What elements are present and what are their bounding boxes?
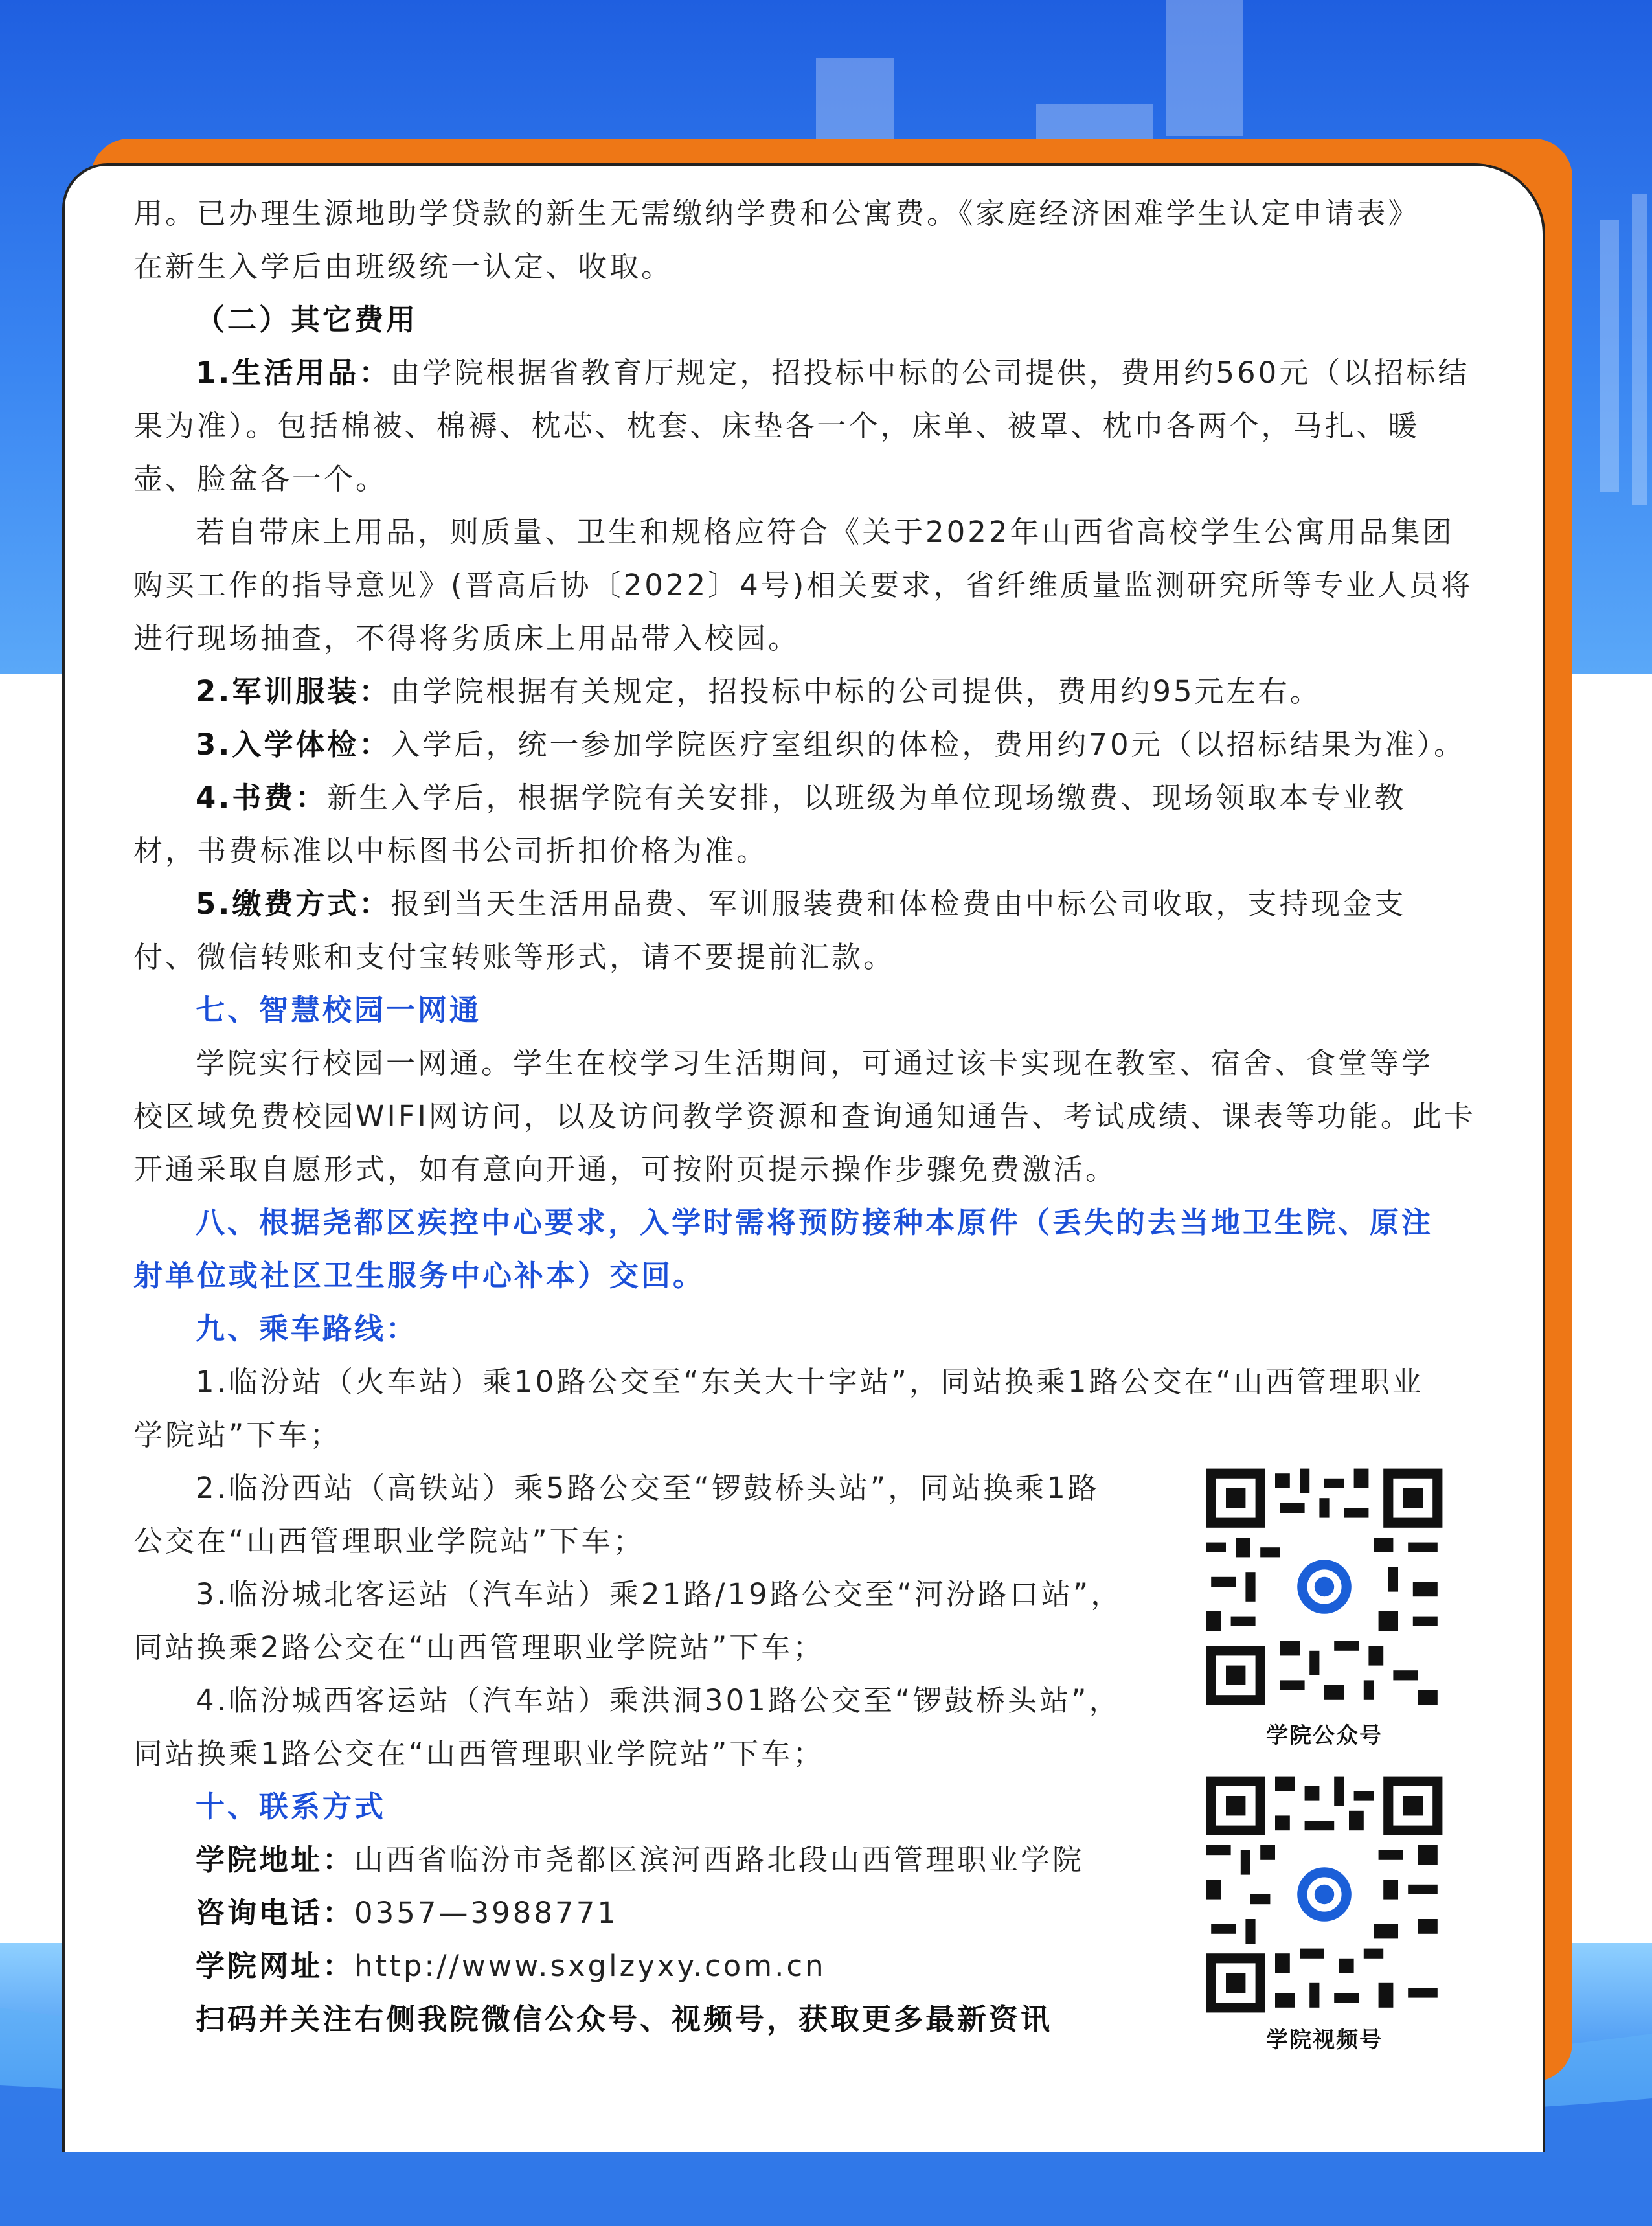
- text-line: [196, 354, 1469, 392]
- text-line: 公交在“山西管理职业学院站”下车；: [133, 1524, 645, 1558]
- item-text: 新生入学后，根据学院有关安排，以班级为单位现场缴费、现场领取本专业教: [327, 780, 1407, 815]
- text-line: [196, 1841, 1084, 1880]
- text-line: 付、微信转账和支付宝转账等形式，请不要提前汇款。: [133, 940, 896, 974]
- text-line: [196, 1894, 618, 1933]
- section-heading: 十、联系方式: [196, 1789, 387, 1824]
- text-line: 壶、脸盆各一个。: [133, 462, 388, 496]
- text-line: 购买工作的指导意见》(晋高后协〔2022〕4号)相关要求，省纤维质量监测研究所等专业人员将: [133, 568, 1473, 602]
- item-heading: 学院地址：: [196, 1843, 355, 1877]
- item-text: 山西省临汾市尧都区滨河西路北段山西管理职业学院: [354, 1843, 1085, 1877]
- text-line: 若自带床上用品，则质量、卫生和规格应符合《关于2022年山西省高校学生公寓用品集团: [196, 515, 1454, 549]
- item-heading: 3.入学体检：: [196, 727, 391, 762]
- item-text: 由学院根据有关规定，招投标中标的公司提供，费用约95元左右。: [390, 674, 1322, 709]
- item-text: 报到当天生活用品费、军训服装费和体检费由中标公司收取，支持现金支: [390, 887, 1407, 921]
- item-heading: 4.书费：: [196, 780, 328, 815]
- section-heading: （二）其它费用: [196, 302, 418, 337]
- item-heading: 1.生活用品：: [196, 356, 391, 390]
- item-heading: 2.军训服装：: [196, 674, 391, 709]
- qr-label-wechat: 学院公众号: [1266, 1723, 1383, 1749]
- qr-code-wechat-official[interactable]: [1201, 1464, 1447, 1710]
- section-heading: 射单位或社区卫生服务中心补本）交回。: [133, 1258, 705, 1293]
- text-line: 1.临汾站（火车站）乘10路公交至“东关大十字站”，同站换乘1路公交在“山西管理职业: [196, 1365, 1424, 1399]
- text-line: 4.临汾城西客运站（汽车站）乘洪洞301路公交至“锣鼓桥头站”，: [196, 1683, 1121, 1718]
- qr-label-video: 学院视频号: [1266, 2027, 1383, 2053]
- text-line: [196, 672, 1322, 711]
- qr-code-video-channel[interactable]: [1201, 1771, 1447, 2017]
- text-line: 开通采取自愿形式，如有意向开通，可按附页提示操作步骤免费激活。: [133, 1152, 1118, 1187]
- text-line: [196, 885, 1406, 924]
- text-line: 学院实行校园一网通。学生在校学习生活期间，可通过该卡实现在教室、宿舍、食堂等学: [196, 1046, 1434, 1080]
- item-heading: 学院网址：: [196, 1949, 355, 1983]
- section-heading: 八、根据尧都区疾控中心要求，入学时需将预防接种本原件（丢失的去当地卫生院、原注: [196, 1205, 1434, 1240]
- text-line: 在新生入学后由班级统一认定、收取。: [133, 249, 673, 284]
- text-line: 校区域免费校园WIFI网访问，以及访问教学资源和查询通知通告、考试成绩、课表等功能。此卡: [133, 1099, 1476, 1133]
- text-line: [196, 725, 1465, 764]
- section-heading: 七、智慧校园一网通: [196, 993, 482, 1027]
- text-line: 进行现场抽查，不得将劣质床上用品带入校园。: [133, 621, 800, 655]
- text-line: 同站换乘2路公交在“山西管理职业学院站”下车；: [133, 1630, 825, 1664]
- item-heading: 5.缴费方式：: [196, 887, 391, 921]
- text-line: 2.临汾西站（高铁站）乘5路公交至“锣鼓桥头站”，同站换乘1路: [196, 1471, 1100, 1505]
- text-line: 学院站”下车；: [133, 1418, 342, 1452]
- text-line: 果为准）。包括棉被、棉褥、枕芯、枕套、床垫各一个，床单、被罩、枕巾各两个，马扎、暖: [133, 409, 1420, 443]
- website-link[interactable]: http://www.sxglzyxy.com.cn: [354, 1949, 826, 1983]
- section-heading: 九、乘车路线：: [196, 1312, 418, 1346]
- text-line: 扫码并关注右侧我院微信公众号、视频号，获取更多最新资讯: [196, 2002, 1053, 2036]
- text-line: 3.临汾城北客运站（汽车站）乘21路/19路公交至“河汾路口站”，: [196, 1577, 1123, 1611]
- item-text: 由学院根据省教育厅规定，招投标中标的公司提供，费用约560元（以招标结: [390, 356, 1470, 390]
- item-text: 入学后，统一参加学院医疗室组织的体检，费用约70元（以招标结果为准）。: [390, 727, 1466, 762]
- text-line: 用。已办理生源地助学贷款的新生无需缴纳学费和公寓费。《家庭经济困难学生认定申请表》: [133, 196, 1420, 231]
- text-line: 同站换乘1路公交在“山西管理职业学院站”下车；: [133, 1736, 825, 1771]
- item-text: 0357—3988771: [354, 1896, 618, 1930]
- text-line: [196, 778, 1406, 817]
- item-heading: 咨询电话：: [196, 1896, 355, 1930]
- text-line: [196, 1947, 826, 1986]
- text-line: 材，书费标准以中标图书公司折扣价格为准。: [133, 834, 769, 868]
